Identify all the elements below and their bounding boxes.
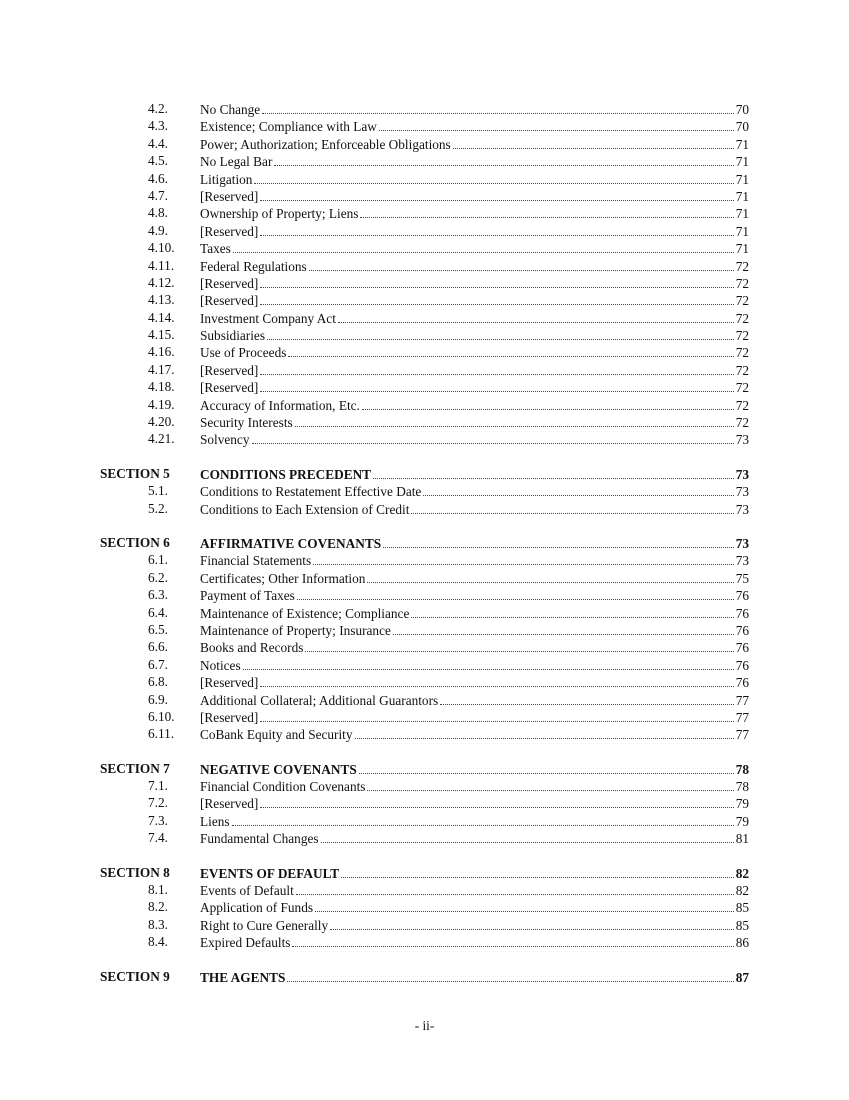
toc-entry-line xyxy=(200,500,749,518)
toc-entry-line xyxy=(200,343,749,361)
toc-entry-title[interactable]: [Reserved] xyxy=(200,796,259,812)
toc-entry-line xyxy=(200,638,749,656)
dot-leader xyxy=(296,881,734,895)
dot-leader xyxy=(295,413,734,427)
toc-entry-number: 8.1. xyxy=(148,882,168,898)
toc-entry-line xyxy=(200,257,749,275)
toc-entry-number: 4.3. xyxy=(148,118,168,134)
toc-entry-line xyxy=(200,673,749,691)
toc-section-heading[interactable] xyxy=(0,968,849,985)
toc-entry-number: 6.3. xyxy=(148,587,168,603)
toc-entry-number: 4.13. xyxy=(148,292,175,308)
toc-entry-line xyxy=(200,777,749,795)
dot-leader xyxy=(411,604,734,618)
toc-entry-line xyxy=(200,239,749,257)
toc-entry-page: 72 xyxy=(735,258,749,274)
toc-entry-line xyxy=(200,708,749,726)
toc-entry-number: 6.1. xyxy=(148,552,168,568)
toc-section-heading[interactable] xyxy=(0,864,849,881)
toc-entry[interactable] xyxy=(0,274,849,291)
toc-entry-number: SECTION 9 xyxy=(100,968,170,984)
toc-entry[interactable] xyxy=(0,916,849,933)
toc-entry-title[interactable]: [Reserved] xyxy=(200,362,259,378)
dot-leader xyxy=(260,291,734,305)
toc-entry-title[interactable]: [Reserved] xyxy=(200,275,259,291)
toc-entry-title[interactable]: Taxes xyxy=(200,241,231,257)
toc-entry-page: 72 xyxy=(735,293,749,309)
toc-entry-page: 71 xyxy=(735,154,749,170)
toc-entry-line xyxy=(200,604,749,622)
toc-entry-page: 79 xyxy=(735,796,749,812)
toc-entry-number: 8.2. xyxy=(148,899,168,915)
toc-entry-line xyxy=(200,465,749,483)
toc-entry-page: 71 xyxy=(735,171,749,187)
toc-entry-number: 7.2. xyxy=(148,795,168,811)
toc-entry-line xyxy=(200,291,749,309)
toc-entry-title[interactable]: THE AGENTS xyxy=(200,969,286,985)
toc-entry-number: 4.12. xyxy=(148,274,175,290)
toc-entry[interactable] xyxy=(0,396,849,413)
toc-entry-number: 8.3. xyxy=(148,916,168,932)
toc-entry-page: 72 xyxy=(735,415,749,431)
toc-entry-page: 85 xyxy=(735,917,749,933)
toc-entry-number: 4.20. xyxy=(148,414,175,430)
toc-entry-number: 6.9. xyxy=(148,691,168,707)
toc-entry-title[interactable]: No Legal Bar xyxy=(200,154,273,170)
toc-entry-line xyxy=(200,274,749,292)
toc-entry-page: 71 xyxy=(735,206,749,222)
dot-leader xyxy=(260,361,734,375)
toc-entry-title[interactable]: Liens xyxy=(200,813,230,829)
toc-entry-page: 70 xyxy=(735,119,749,135)
toc-entry-page: 76 xyxy=(735,588,749,604)
toc-entry[interactable] xyxy=(0,430,849,447)
toc-entry-number: 6.6. xyxy=(148,639,168,655)
toc-entry-page: 77 xyxy=(735,709,749,725)
toc-entry-title[interactable]: Maintenance of Property; Insurance xyxy=(200,622,391,638)
toc-entry-number: SECTION 6 xyxy=(100,534,170,550)
toc-entry-number: 4.9. xyxy=(148,222,168,238)
page-number: - ii- xyxy=(414,1018,435,1033)
toc-entry-title[interactable]: Investment Company Act xyxy=(200,310,336,326)
toc-section-heading[interactable] xyxy=(0,760,849,777)
toc-entry[interactable] xyxy=(0,638,849,655)
dot-leader xyxy=(355,725,734,739)
dot-leader xyxy=(254,170,734,184)
toc-entry-title[interactable]: Events of Default xyxy=(200,883,294,899)
toc-entry-line xyxy=(200,586,749,604)
dot-leader xyxy=(260,274,734,288)
toc-entry-title[interactable]: EVENTS OF DEFAULT xyxy=(200,865,340,881)
toc-entry[interactable] xyxy=(0,725,849,742)
dot-leader xyxy=(260,378,734,392)
toc-entry-title[interactable]: Security Interests xyxy=(200,415,293,431)
toc-entry[interactable] xyxy=(0,378,849,395)
toc-entry[interactable] xyxy=(0,500,849,517)
toc-entry-page: 70 xyxy=(735,102,749,117)
toc-entry-title[interactable]: Federal Regulations xyxy=(200,258,307,274)
toc-entry-title[interactable]: Financial Statements xyxy=(200,553,312,569)
toc-entry-number: 4.8. xyxy=(148,205,168,221)
toc-entry-page: 71 xyxy=(735,223,749,239)
toc-entry-title[interactable]: Books and Records xyxy=(200,640,304,656)
toc-entry-title[interactable]: Application of Funds xyxy=(200,900,314,916)
toc-entry-title[interactable]: Subsidiaries xyxy=(200,328,266,344)
toc-entry[interactable] xyxy=(0,586,849,603)
dot-leader xyxy=(260,708,734,722)
toc-entry-page: 72 xyxy=(735,380,749,396)
toc-entry-line xyxy=(200,794,749,812)
toc-entry-page: 82 xyxy=(735,883,749,899)
toc-entry-title[interactable]: Power; Authorization; Enforceable Obligations xyxy=(200,136,451,152)
toc-entry-number: 5.1. xyxy=(148,483,168,499)
toc-entry-line xyxy=(200,656,749,674)
toc-entry-page: 72 xyxy=(735,310,749,326)
toc-entry-number: 6.8. xyxy=(148,674,168,690)
toc-entry-line xyxy=(200,551,749,569)
toc-entry-number: 4.6. xyxy=(148,170,168,186)
toc-entry-line xyxy=(200,430,749,448)
toc-entry[interactable] xyxy=(0,152,849,169)
toc-entry-title[interactable]: Payment of Taxes xyxy=(200,588,295,604)
dot-leader xyxy=(315,898,734,912)
toc-entry[interactable] xyxy=(0,291,849,308)
toc-entry-title[interactable]: NEGATIVE COVENANTS xyxy=(200,761,357,777)
toc-entry-number: 4.2. xyxy=(148,101,168,116)
toc-entry[interactable] xyxy=(0,829,849,846)
toc-entry-number: 6.10. xyxy=(148,708,175,724)
toc-entry-number: SECTION 5 xyxy=(100,465,170,481)
toc-entry[interactable] xyxy=(0,326,849,343)
toc-entry-number: 6.2. xyxy=(148,569,168,585)
toc-entry-line xyxy=(200,326,749,344)
dot-leader xyxy=(292,933,734,947)
toc-entry[interactable] xyxy=(0,309,849,326)
toc-entry-line xyxy=(200,691,749,709)
toc-entry-title[interactable]: Maintenance of Existence; Compliance xyxy=(200,605,410,621)
toc-entry[interactable] xyxy=(0,656,849,673)
toc-entry-number: 7.3. xyxy=(148,812,168,828)
toc-entry-title[interactable]: [Reserved] xyxy=(200,188,259,204)
toc-entry-line xyxy=(200,413,749,431)
dot-leader xyxy=(321,829,734,843)
toc-section-heading[interactable] xyxy=(0,465,849,482)
toc-entry-title[interactable]: Accuracy of Information, Etc. xyxy=(200,397,360,413)
toc-entry-title[interactable]: Notices xyxy=(200,657,241,673)
toc-entry-line xyxy=(200,881,749,899)
toc-entry-page: 73 xyxy=(735,535,749,551)
toc-entry-page: 76 xyxy=(735,657,749,673)
dot-leader xyxy=(393,621,734,635)
dot-leader xyxy=(287,968,734,982)
dot-leader xyxy=(260,187,734,201)
dot-leader xyxy=(359,760,734,774)
toc-entry-number: 6.11. xyxy=(148,726,175,742)
toc-entry[interactable] xyxy=(0,222,849,239)
toc-entry-line xyxy=(200,378,749,396)
toc-entry-line xyxy=(200,361,749,379)
toc-entry-number: 6.4. xyxy=(148,604,168,620)
toc-entry-line xyxy=(200,534,749,552)
toc-entry-page: 71 xyxy=(735,241,749,257)
dot-leader xyxy=(262,100,734,114)
toc-entry-page: 73 xyxy=(735,501,749,517)
dot-leader xyxy=(330,916,734,930)
toc-entry-number: 7.4. xyxy=(148,830,168,846)
toc-entry[interactable] xyxy=(0,794,849,811)
toc-entry[interactable] xyxy=(0,343,849,360)
dot-leader xyxy=(297,586,734,600)
toc-entry-number: 6.5. xyxy=(148,621,168,637)
toc-entry[interactable] xyxy=(0,135,849,152)
dot-leader xyxy=(260,794,734,808)
toc-entry-number: 7.1. xyxy=(148,778,168,794)
toc-entry-number: 4.5. xyxy=(148,153,168,169)
dot-leader xyxy=(411,500,734,514)
toc-entry-line xyxy=(200,725,749,743)
toc-entry-page: 76 xyxy=(735,675,749,691)
toc-entry-line xyxy=(200,916,749,934)
toc-entry-title[interactable]: CoBank Equity and Security xyxy=(200,727,353,743)
toc-entry-line xyxy=(200,968,749,986)
toc-entry[interactable] xyxy=(0,569,849,586)
toc-entry[interactable] xyxy=(0,777,849,794)
toc-entry-title[interactable]: [Reserved] xyxy=(200,223,259,239)
dot-leader xyxy=(338,309,734,323)
toc-entry-title[interactable]: [Reserved] xyxy=(200,709,259,725)
toc-entry[interactable] xyxy=(0,361,849,378)
toc-entry-number: 5.2. xyxy=(148,500,168,516)
dot-leader xyxy=(252,430,735,444)
toc-entry[interactable] xyxy=(0,898,849,915)
dot-leader xyxy=(453,135,734,149)
toc-entry-page: 73 xyxy=(735,466,749,482)
toc-entry-number: 4.11. xyxy=(148,257,175,273)
toc-entry-title[interactable]: Use of Proceeds xyxy=(200,345,287,361)
toc-entry-title[interactable]: Financial Condition Covenants xyxy=(200,779,366,795)
dot-leader xyxy=(243,656,734,670)
toc-entry-line xyxy=(200,482,749,500)
toc-entry-page: 78 xyxy=(735,779,749,795)
toc-entry-page: 72 xyxy=(735,397,749,413)
dot-leader xyxy=(232,812,734,826)
toc-entry[interactable] xyxy=(0,257,849,274)
toc-entry-number: 4.14. xyxy=(148,309,175,325)
toc-entry-page: 79 xyxy=(735,813,749,829)
toc-entry-page: 76 xyxy=(735,640,749,656)
toc-entry-line xyxy=(200,187,749,205)
toc-entry-title[interactable]: [Reserved] xyxy=(200,293,259,309)
toc-entry-title[interactable]: Conditions to Each Extension of Credit xyxy=(200,501,410,517)
toc-entry-page: 76 xyxy=(735,605,749,621)
toc-entry-line xyxy=(200,222,749,240)
toc-entry-title[interactable]: Solvency xyxy=(200,432,250,448)
toc-entry-title[interactable]: No Change xyxy=(200,102,261,117)
dot-leader xyxy=(267,326,734,340)
toc-entry-page: 71 xyxy=(735,136,749,152)
toc-entry-title[interactable]: AFFIRMATIVE COVENANTS xyxy=(200,535,382,551)
toc-entry[interactable] xyxy=(0,933,849,950)
dot-leader xyxy=(309,257,734,271)
toc-entry-title[interactable]: Litigation xyxy=(200,171,253,187)
toc-entry-line xyxy=(200,100,749,118)
toc-entry-page: 72 xyxy=(735,275,749,291)
dot-leader xyxy=(362,396,734,410)
dot-leader xyxy=(260,222,734,236)
toc-entry-line xyxy=(200,309,749,327)
dot-leader xyxy=(274,152,734,166)
toc-entry-line xyxy=(200,569,749,587)
dot-leader xyxy=(233,239,734,253)
toc-entry-number: 4.16. xyxy=(148,344,175,360)
dot-leader xyxy=(383,534,734,548)
toc-entry-number: 4.10. xyxy=(148,240,175,256)
toc-entry-number: 6.7. xyxy=(148,656,168,672)
toc-entry-number: 8.4. xyxy=(148,934,168,950)
toc-entry[interactable] xyxy=(0,482,849,499)
dot-leader xyxy=(341,864,734,878)
toc-entry-page: 87 xyxy=(735,969,749,985)
toc-entry-page: 75 xyxy=(735,570,749,586)
toc-entry-page: 73 xyxy=(735,432,749,448)
toc-entry[interactable] xyxy=(0,117,849,134)
toc-section-heading[interactable] xyxy=(0,534,849,551)
toc-entry-title[interactable]: [Reserved] xyxy=(200,675,259,691)
toc-entry[interactable] xyxy=(0,621,849,638)
toc-entry[interactable] xyxy=(0,812,849,829)
dot-leader xyxy=(373,465,734,479)
toc-entry-line xyxy=(200,812,749,830)
toc-entry-title[interactable]: Additional Collateral; Additional Guarantors xyxy=(200,692,439,708)
toc-entry-page: 72 xyxy=(735,362,749,378)
toc-entry[interactable] xyxy=(0,691,849,708)
toc-entry[interactable] xyxy=(0,604,849,621)
toc-entry-number: 4.19. xyxy=(148,396,175,412)
toc-entry-line xyxy=(200,170,749,188)
toc-entry-number: 4.7. xyxy=(148,187,168,203)
toc-entry-line xyxy=(200,117,749,135)
toc-entry-page: 77 xyxy=(735,727,749,743)
toc-entry[interactable] xyxy=(0,708,849,725)
toc-entry-title[interactable]: [Reserved] xyxy=(200,380,259,396)
toc-entry-page: 73 xyxy=(735,553,749,569)
toc-entry[interactable] xyxy=(0,673,849,690)
toc-entry-page: 86 xyxy=(735,935,749,951)
toc-entry-page: 73 xyxy=(735,484,749,500)
dot-leader xyxy=(367,777,734,791)
toc-entry-title[interactable]: Expired Defaults xyxy=(200,935,291,951)
toc-entry-page: 76 xyxy=(735,622,749,638)
dot-leader xyxy=(440,691,734,705)
dot-leader xyxy=(260,673,734,687)
toc-entry-title[interactable]: Existence; Compliance with Law xyxy=(200,119,377,135)
dot-leader xyxy=(423,482,734,496)
toc-entry-number: 4.17. xyxy=(148,361,175,377)
toc-entry-number: 4.21. xyxy=(148,431,175,447)
toc-entry-line xyxy=(200,864,749,882)
toc-entry-line xyxy=(200,829,749,847)
toc-entry-page: 82 xyxy=(735,865,749,881)
dot-leader xyxy=(313,551,734,565)
toc-entry-line xyxy=(200,621,749,639)
dot-leader xyxy=(288,343,734,357)
toc-entry-title[interactable]: Certificates; Other Information xyxy=(200,570,366,586)
toc-entry[interactable] xyxy=(0,204,849,221)
toc-entry-page: 72 xyxy=(735,328,749,344)
toc-entry[interactable] xyxy=(0,239,849,256)
toc-entry-number: SECTION 8 xyxy=(100,864,170,880)
toc-entry-page: 85 xyxy=(735,900,749,916)
toc-entry-page: 81 xyxy=(735,831,749,847)
toc-entry-title[interactable]: Conditions to Restatement Effective Date xyxy=(200,484,422,500)
toc-entry-number: 4.18. xyxy=(148,379,175,395)
table-of-contents xyxy=(0,100,849,985)
toc-entry-page: 72 xyxy=(735,345,749,361)
toc-entry[interactable] xyxy=(0,100,849,117)
toc-entry-line xyxy=(200,152,749,170)
dot-leader xyxy=(305,638,734,652)
toc-entry-title[interactable]: Ownership of Property; Liens xyxy=(200,206,359,222)
toc-entry-line xyxy=(200,204,749,222)
toc-entry-number: 4.15. xyxy=(148,327,175,343)
toc-entry[interactable] xyxy=(0,187,849,204)
toc-entry-number: SECTION 7 xyxy=(100,760,170,776)
toc-entry-line xyxy=(200,933,749,951)
toc-entry-title[interactable]: CONDITIONS PRECEDENT xyxy=(200,466,372,482)
toc-entry-line xyxy=(200,898,749,916)
toc-entry-page: 78 xyxy=(735,761,749,777)
toc-entry-line xyxy=(200,135,749,153)
toc-entry[interactable] xyxy=(0,551,849,568)
toc-entry[interactable] xyxy=(0,881,849,898)
dot-leader xyxy=(367,569,734,583)
toc-entry-page: 71 xyxy=(735,188,749,204)
toc-entry[interactable] xyxy=(0,170,849,187)
toc-entry-page: 77 xyxy=(735,692,749,708)
toc-entry-title[interactable]: Right to Cure Generally xyxy=(200,917,329,933)
toc-entry[interactable] xyxy=(0,413,849,430)
toc-entry-number: 4.4. xyxy=(148,135,168,151)
toc-entry-line xyxy=(200,396,749,414)
toc-entry-title[interactable]: Fundamental Changes xyxy=(200,831,319,847)
dot-leader xyxy=(360,204,734,218)
dot-leader xyxy=(379,117,734,131)
toc-entry-line xyxy=(200,760,749,778)
